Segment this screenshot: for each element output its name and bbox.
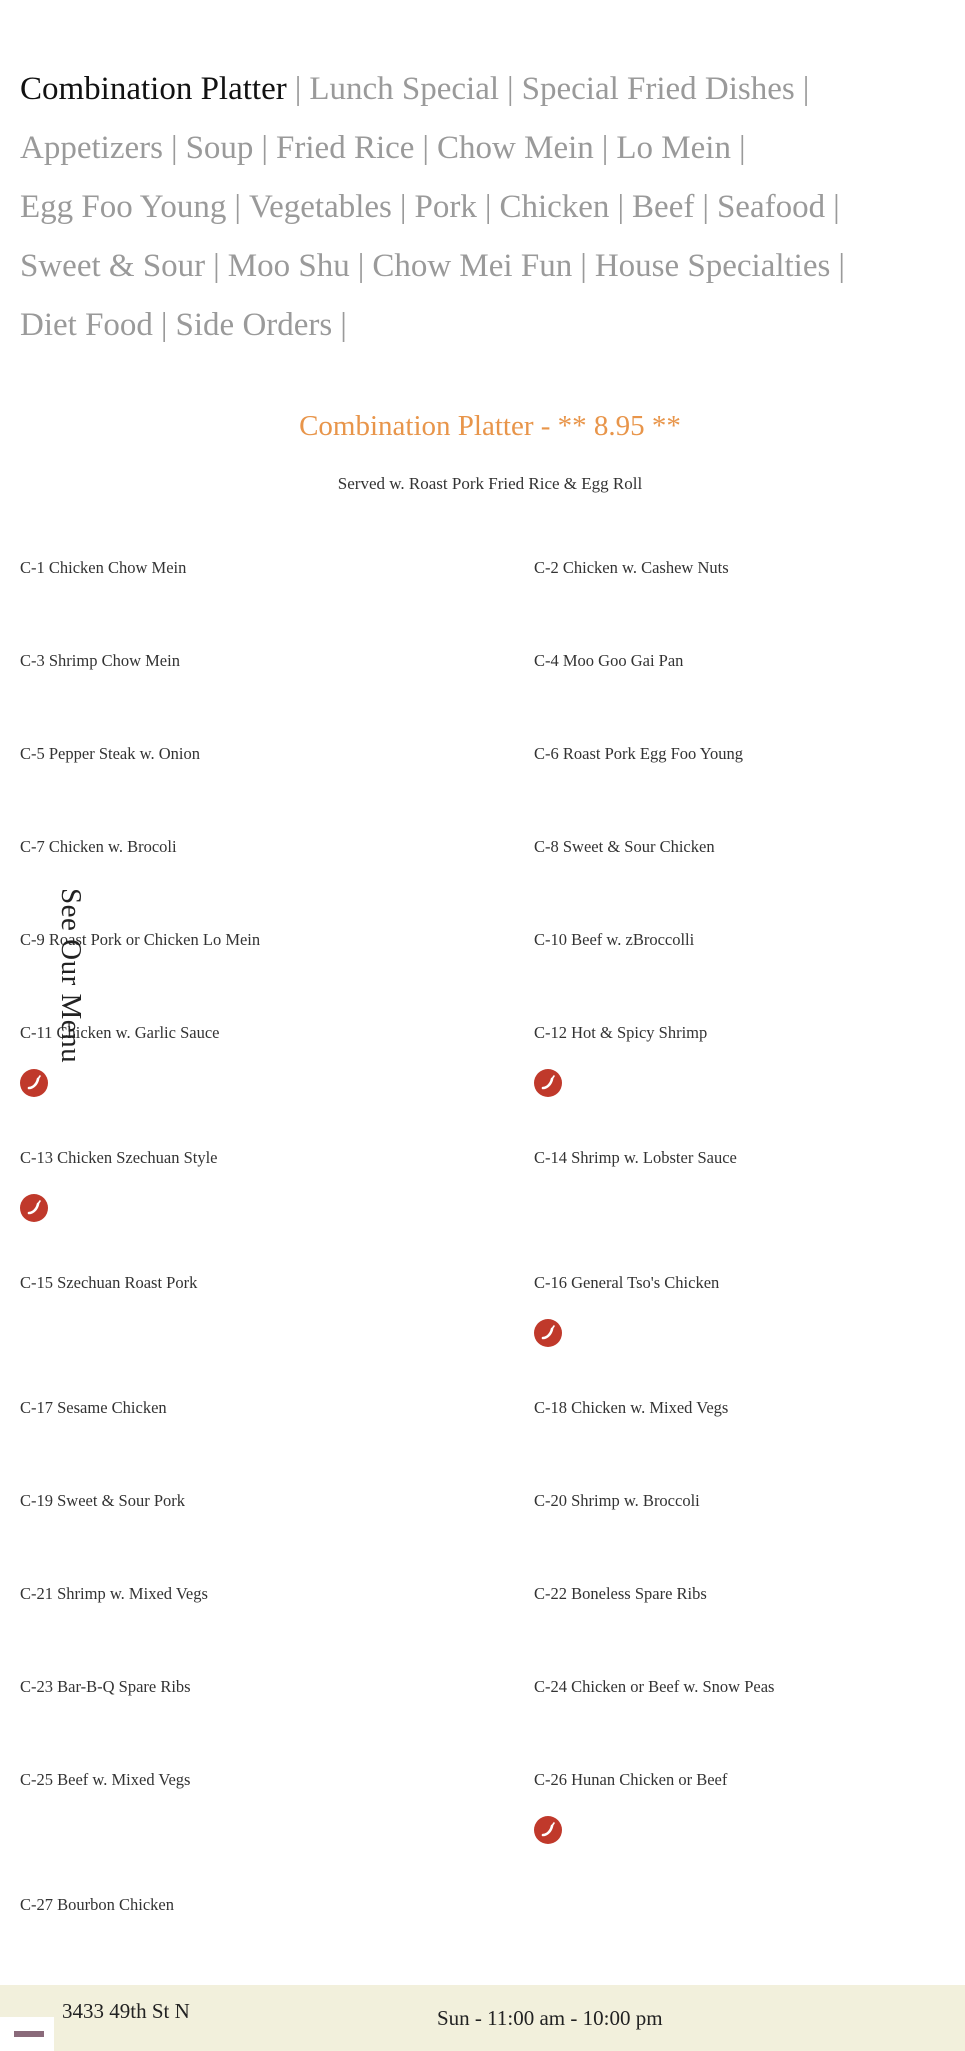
chili-pepper-icon — [534, 1069, 562, 1097]
nav-link-vegetables[interactable]: Vegetables — [248, 189, 392, 225]
menu-item: C-12 Hot & Spicy Shrimp — [534, 1023, 708, 1042]
menu-item: C-14 Shrimp w. Lobster Sauce — [534, 1148, 737, 1167]
menu-item: C-9 Roast Pork or Chicken Lo Mein — [20, 930, 261, 949]
nav-separator: | — [702, 189, 709, 225]
nav-separator: | — [294, 71, 302, 107]
nav-separator: | — [484, 189, 492, 225]
nav-row — [20, 296, 940, 355]
nav-link-fried-rice[interactable]: Fried Rice — [276, 130, 415, 166]
menu-item: C-23 Bar-B-Q Spare Ribs — [20, 1677, 191, 1696]
nav-link-pork[interactable]: Pork — [414, 189, 477, 225]
nav-separator: | — [234, 189, 241, 225]
menu-item: C-7 Chicken w. Brocoli — [20, 837, 177, 856]
nav-separator: | — [160, 307, 168, 343]
footer — [0, 1985, 965, 2051]
menu-item: C-8 Sweet & Sour Chicken — [534, 837, 715, 856]
nav-separator: | — [340, 307, 347, 343]
menu-item: C-21 Shrimp w. Mixed Vegs — [20, 1584, 208, 1603]
nav-link-chicken[interactable]: Chicken — [499, 189, 610, 225]
menu-item: C-6 Roast Pork Egg Foo Young — [534, 744, 744, 763]
nav-separator: | — [580, 248, 587, 284]
nav-separator: | — [261, 130, 269, 166]
nav-row — [20, 60, 940, 119]
nav-link-chow-mein[interactable]: Chow Mein — [437, 130, 594, 166]
nav-separator: | — [357, 248, 365, 284]
menu-item: C-15 Szechuan Roast Pork — [20, 1273, 198, 1292]
chili-pepper-icon — [20, 1069, 48, 1097]
footer-hours: Sun - 11:00 am - 10:00 pm — [437, 2006, 663, 2030]
menu-item: C-25 Beef w. Mixed Vegs — [20, 1770, 191, 1789]
nav-separator: | — [507, 71, 514, 107]
nav-link-egg-foo-young[interactable]: Egg Foo Young — [20, 189, 227, 225]
nav-row — [20, 119, 940, 178]
nav-link-special-fried-dishes[interactable]: Special Fried Dishes — [521, 71, 795, 107]
nav-link-combination-platter[interactable]: Combination Platter — [20, 71, 287, 107]
nav-separator: | — [170, 130, 178, 166]
menu-item: C-10 Beef w. zBroccolli — [534, 930, 695, 949]
nav-link-seafood[interactable]: Seafood — [716, 189, 826, 225]
nav-row — [20, 178, 940, 237]
footer-address: 3433 49th St N — [62, 1999, 190, 2023]
menu-item: C-2 Chicken w. Cashew Nuts — [534, 558, 729, 577]
nav-separator: | — [838, 248, 845, 284]
chili-pepper-icon — [534, 1816, 562, 1844]
menu-item: C-11 Chicken w. Garlic Sauce — [20, 1023, 220, 1042]
nav-link-chow-mei-fun[interactable]: Chow Mei Fun — [372, 248, 573, 284]
see-our-menu-tab[interactable]: See Our Menu — [55, 888, 87, 1064]
menu-item: C-27 Bourbon Chicken — [20, 1895, 174, 1914]
category-nav — [20, 60, 940, 355]
menu-item: C-1 Chicken Chow Mein — [20, 558, 187, 577]
menu-item: C-22 Boneless Spare Ribs — [534, 1584, 707, 1603]
section-title: Combination Platter - ** 8.95 ** — [299, 410, 681, 442]
menu-item: C-17 Sesame Chicken — [20, 1398, 167, 1417]
nav-separator: | — [213, 248, 220, 284]
menu-item: C-19 Sweet & Sour Pork — [20, 1491, 185, 1510]
nav-separator: | — [422, 130, 430, 166]
nav-separator: | — [617, 189, 625, 225]
nav-separator: | — [833, 189, 840, 225]
menu-item: C-4 Moo Goo Gai Pan — [534, 651, 684, 670]
nav-row — [20, 237, 940, 296]
menu-item: C-13 Chicken Szechuan Style — [20, 1148, 218, 1167]
nav-link-house-specialties[interactable]: House Specialties — [594, 248, 831, 284]
nav-link-sweet-sour[interactable]: Sweet & Sour — [20, 248, 206, 284]
nav-separator: | — [601, 130, 609, 166]
menu-item: C-20 Shrimp w. Broccoli — [534, 1491, 700, 1510]
footer-logo — [0, 2017, 54, 2051]
nav-link-appetizers[interactable]: Appetizers — [20, 130, 163, 166]
nav-separator: | — [738, 130, 746, 166]
menu-item: C-16 General Tso's Chicken — [534, 1273, 720, 1292]
menu-item: C-18 Chicken w. Mixed Vegs — [534, 1398, 729, 1417]
nav-link-beef[interactable]: Beef — [632, 189, 695, 225]
nav-separator: | — [802, 71, 810, 107]
menu-item: C-3 Shrimp Chow Mein — [20, 651, 180, 670]
menu-item: C-5 Pepper Steak w. Onion — [20, 744, 200, 763]
nav-link-moo-shu[interactable]: Moo Shu — [227, 248, 350, 284]
nav-link-lo-mein[interactable]: Lo Mein — [616, 130, 731, 166]
menu-item: C-26 Hunan Chicken or Beef — [534, 1770, 728, 1789]
chili-pepper-icon — [534, 1319, 562, 1347]
menu-item: C-24 Chicken or Beef w. Snow Peas — [534, 1677, 775, 1696]
section-subtitle: Served w. Roast Pork Fried Rice & Egg Roll — [337, 474, 643, 493]
nav-link-side-orders[interactable]: Side Orders — [175, 307, 333, 343]
nav-link-lunch-special[interactable]: Lunch Special — [309, 71, 500, 107]
nav-separator: | — [399, 189, 407, 225]
nav-link-soup[interactable]: Soup — [185, 130, 254, 166]
nav-link-diet-food[interactable]: Diet Food — [20, 307, 153, 343]
chili-pepper-icon — [20, 1194, 48, 1222]
